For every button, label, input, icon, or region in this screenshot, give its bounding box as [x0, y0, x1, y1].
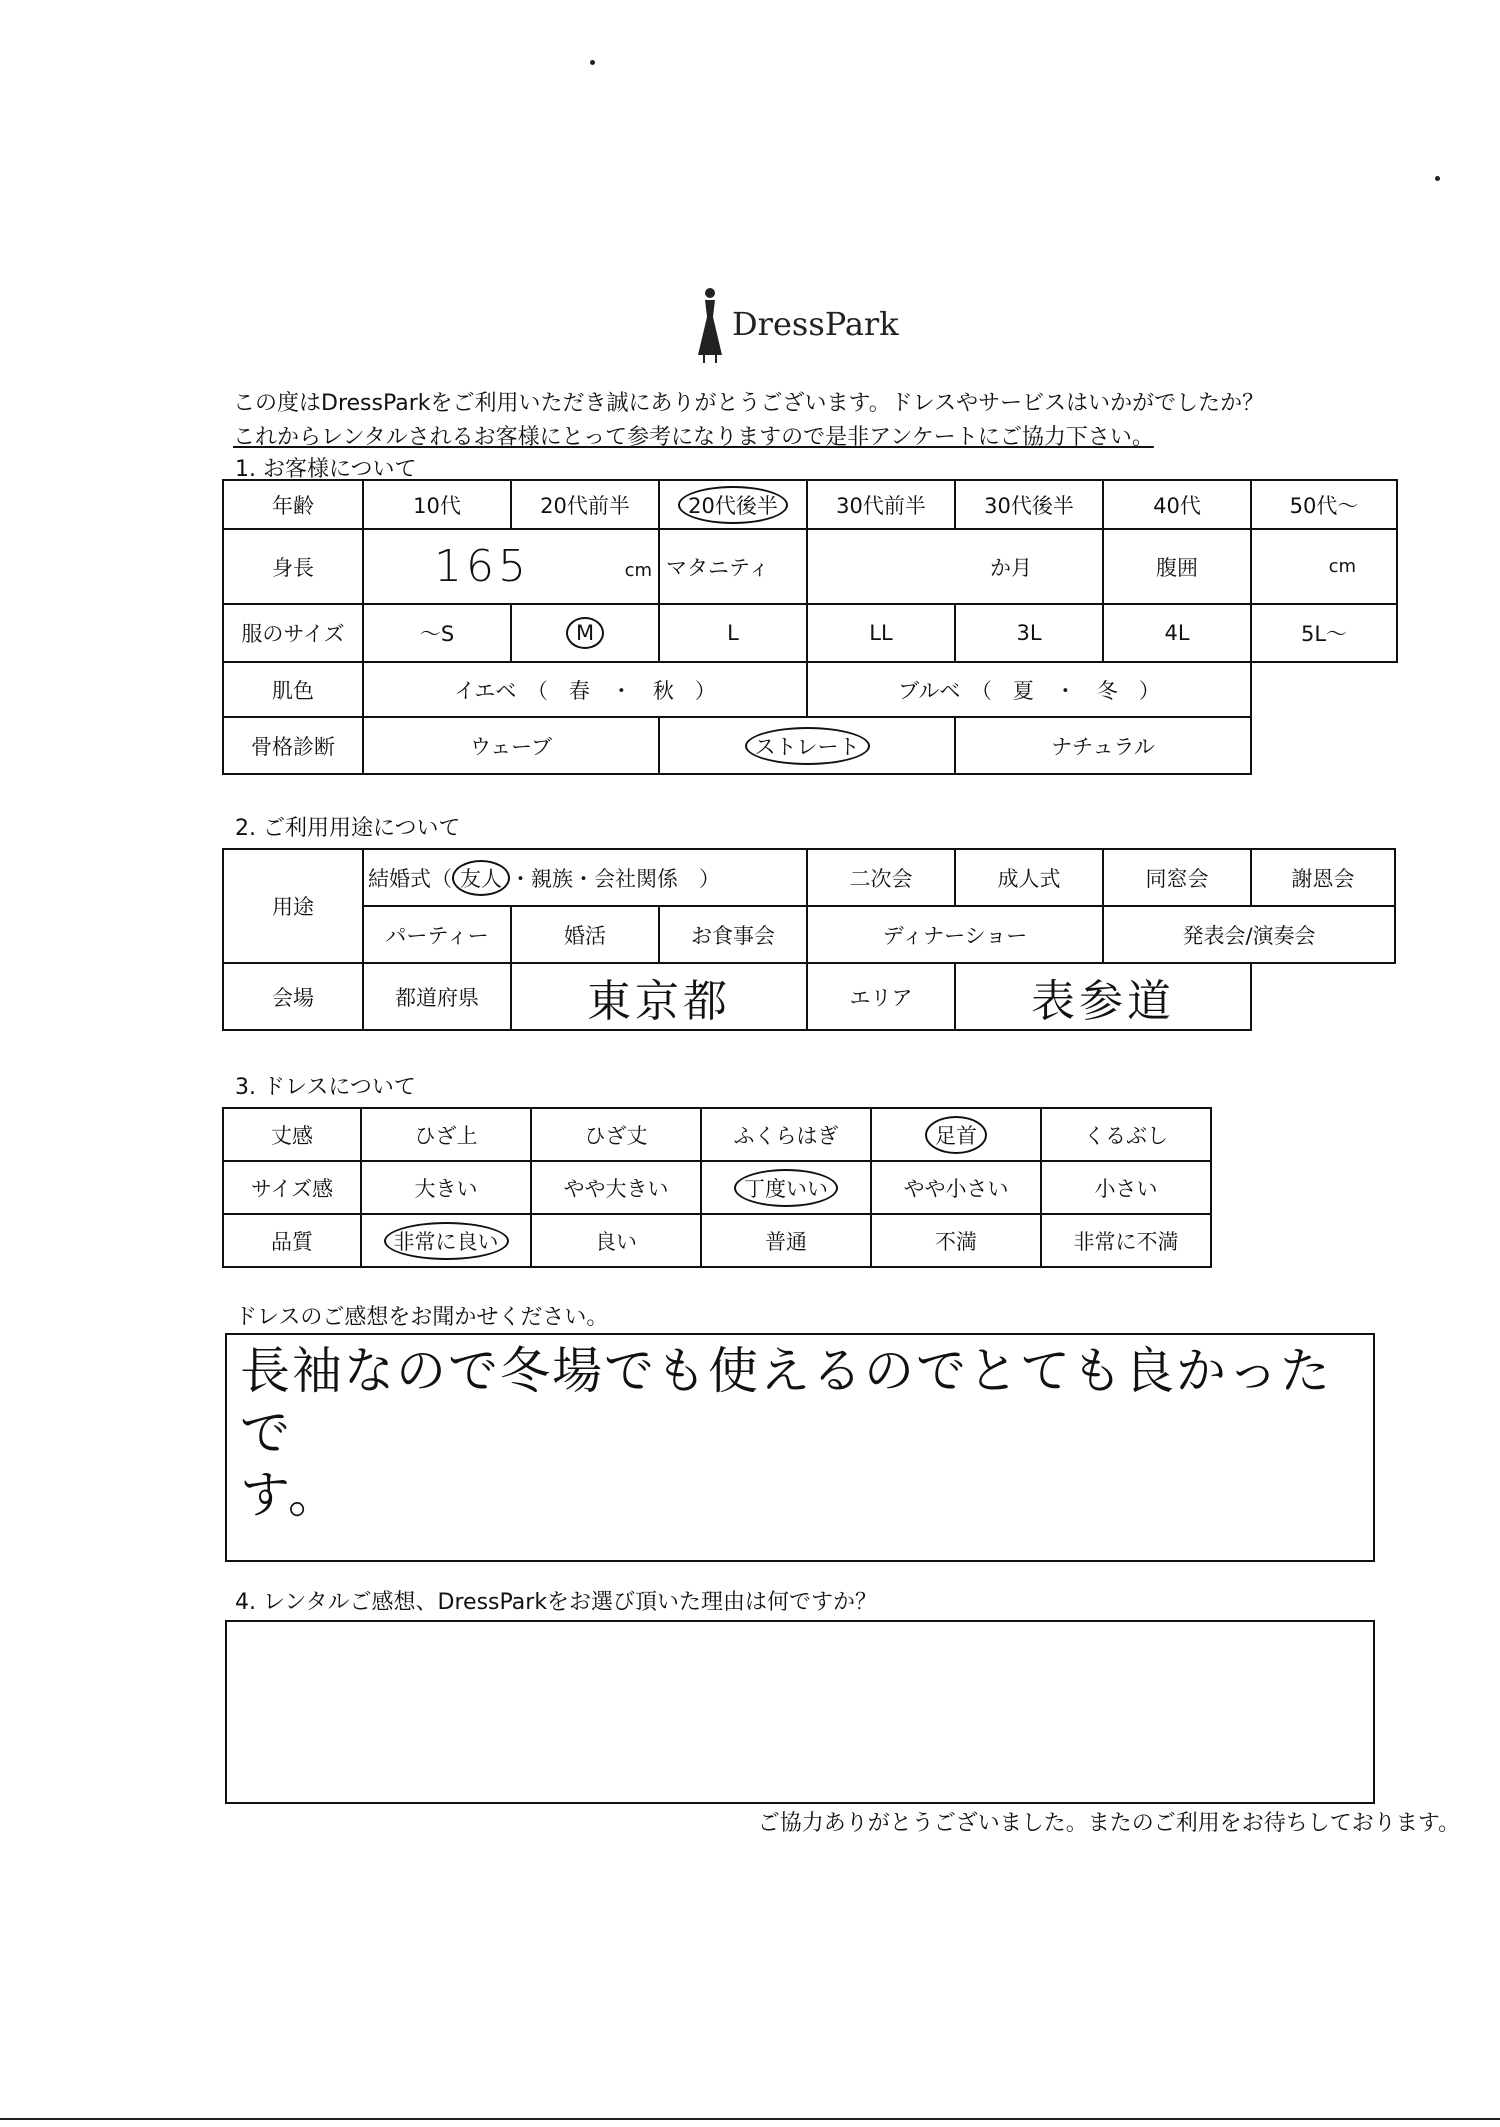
use-option[interactable]: 同窓会: [1103, 849, 1251, 906]
size-option[interactable]: L: [659, 604, 807, 662]
use-label: 用途: [223, 849, 363, 963]
length-option-selected[interactable]: [871, 1108, 1041, 1161]
length-option[interactable]: ひざ丈: [531, 1108, 701, 1161]
fit-option[interactable]: やや大きい: [531, 1161, 701, 1214]
height-unit: cm: [624, 560, 652, 581]
length-option[interactable]: ひざ上: [361, 1108, 531, 1161]
dress-silhouette-icon: [690, 285, 730, 365]
use-option[interactable]: お食事会: [659, 906, 807, 963]
waist-field[interactable]: [1251, 529, 1397, 604]
pref-label: 都道府県: [363, 963, 511, 1030]
reason-box[interactable]: [225, 1620, 1375, 1804]
age-option[interactable]: 20代前半: [511, 480, 659, 529]
frame-option[interactable]: ウェーブ: [363, 717, 659, 774]
selection-circle: 丁度いい: [734, 1169, 838, 1207]
use-option[interactable]: 発表会/演奏会: [1103, 906, 1395, 963]
frame-option[interactable]: ナチュラル: [955, 717, 1251, 774]
fit-option[interactable]: 小さい: [1041, 1161, 1211, 1214]
section1-title: 1. お客様について: [235, 457, 417, 482]
use-option[interactable]: ディナーショー: [807, 906, 1103, 963]
section3-title: 3. ドレスについて: [235, 1075, 416, 1100]
length-option[interactable]: ふくらはぎ: [701, 1108, 871, 1161]
size-option[interactable]: LL: [807, 604, 955, 662]
pref-field[interactable]: [511, 963, 807, 1030]
section2-title: 2. ご利用用途について: [235, 816, 461, 841]
size-option[interactable]: 5L〜: [1251, 604, 1397, 662]
selection-circle: 友人: [452, 860, 510, 896]
venue-label: 会場: [223, 963, 363, 1030]
comment-line: す。: [240, 1466, 340, 1524]
use-option[interactable]: 謝恩会: [1251, 849, 1395, 906]
skin-yellow-option[interactable]: イエベ （ 春 ・ 秋 ）: [363, 662, 807, 717]
area-value: 表参道: [1031, 975, 1176, 1027]
height-field[interactable]: [363, 529, 659, 604]
use-option[interactable]: 二次会: [807, 849, 955, 906]
pref-value: 東京都: [587, 975, 731, 1027]
waist-label: 腹囲: [1103, 529, 1251, 604]
age-option[interactable]: 50代〜: [1251, 480, 1397, 529]
fit-option[interactable]: やや小さい: [871, 1161, 1041, 1214]
selection-circle: 足首: [925, 1116, 987, 1154]
length-label: 丈感: [223, 1108, 361, 1161]
maternity-label: マタニティ: [659, 529, 807, 604]
size-option[interactable]: 4L: [1103, 604, 1251, 662]
scan-speck: [1435, 176, 1440, 181]
age-option[interactable]: 30代後半: [955, 480, 1103, 529]
size-option[interactable]: 3L: [955, 604, 1103, 662]
age-option[interactable]: 10代: [363, 480, 511, 529]
customer-table: [222, 479, 1398, 775]
fit-option-selected[interactable]: [701, 1161, 871, 1214]
wedding-rest: ・親族・会社関係 ）: [510, 866, 720, 891]
size-option[interactable]: 〜S: [363, 604, 511, 662]
area-label: エリア: [807, 963, 955, 1030]
height-label: 身長: [223, 529, 363, 604]
bottom-rule: [0, 2118, 1500, 2120]
empty-cell: [1251, 717, 1397, 774]
selection-circle: ストレート: [745, 727, 870, 765]
skin-label: 肌色: [223, 662, 363, 717]
comment-text: [240, 1340, 1340, 1526]
size-option-selected[interactable]: [511, 604, 659, 662]
fit-option[interactable]: 大きい: [361, 1161, 531, 1214]
height-value: 165: [434, 541, 530, 592]
scan-speck: [590, 60, 595, 65]
intro-line-1: この度はDressParkをご利用いただき誠にありがとうございます。ドレスやサービスはいかがでしたか？: [233, 391, 1265, 416]
skin-blue-option[interactable]: ブルベ （ 夏 ・ 冬 ）: [807, 662, 1251, 717]
area-field[interactable]: [955, 963, 1251, 1030]
quality-label: 品質: [223, 1214, 361, 1267]
maternity-unit: か月: [990, 555, 1032, 580]
intro-line-2: これからレンタルされるお客様にとって参考になりますので是非アンケートにご協力下さい。: [233, 425, 1154, 450]
wedding-prefix: 結婚式（: [368, 866, 452, 891]
age-label: 年齢: [223, 480, 363, 529]
brand-logo: [690, 285, 930, 365]
selection-circle: 非常に良い: [384, 1222, 509, 1260]
empty-cell: [1251, 662, 1397, 717]
use-option[interactable]: 成人式: [955, 849, 1103, 906]
maternity-field[interactable]: [807, 529, 1103, 604]
length-option[interactable]: くるぶし: [1041, 1108, 1211, 1161]
waist-unit: cm: [1328, 556, 1356, 577]
quality-option[interactable]: 良い: [531, 1214, 701, 1267]
use-option[interactable]: 婚活: [511, 906, 659, 963]
quality-option[interactable]: 非常に不満: [1041, 1214, 1211, 1267]
use-option[interactable]: パーティー: [363, 906, 511, 963]
size-label: 服のサイズ: [223, 604, 363, 662]
age-option[interactable]: 30代前半: [807, 480, 955, 529]
dress-table: [222, 1107, 1212, 1268]
comment-line: 長袖なので冬場でも使えるのでとても良かったで: [240, 1342, 1332, 1462]
selection-circle: 20代後半: [678, 486, 788, 524]
quality-option-selected[interactable]: [361, 1214, 531, 1267]
frame-label: 骨格診断: [223, 717, 363, 774]
frame-option-selected[interactable]: [659, 717, 955, 774]
footer-thanks: ご協力ありがとうございました。またのご利用をお待ちしております。: [757, 1811, 1460, 1836]
section4-title: 4. レンタルご感想、DressParkをお選び頂いた理由は何ですか？: [235, 1590, 878, 1615]
age-option[interactable]: 40代: [1103, 480, 1251, 529]
wedding-option[interactable]: [363, 849, 807, 906]
fit-label: サイズ感: [223, 1161, 361, 1214]
quality-option[interactable]: 不満: [871, 1214, 1041, 1267]
quality-option[interactable]: 普通: [701, 1214, 871, 1267]
age-option-selected[interactable]: [659, 480, 807, 529]
selection-circle: M: [566, 617, 604, 649]
usage-table: [222, 848, 1396, 1031]
brand-name: DressPark: [732, 305, 899, 343]
empty-cell: [1251, 963, 1395, 1030]
comment-prompt: ドレスのご感想をお聞かせください。: [235, 1305, 609, 1330]
